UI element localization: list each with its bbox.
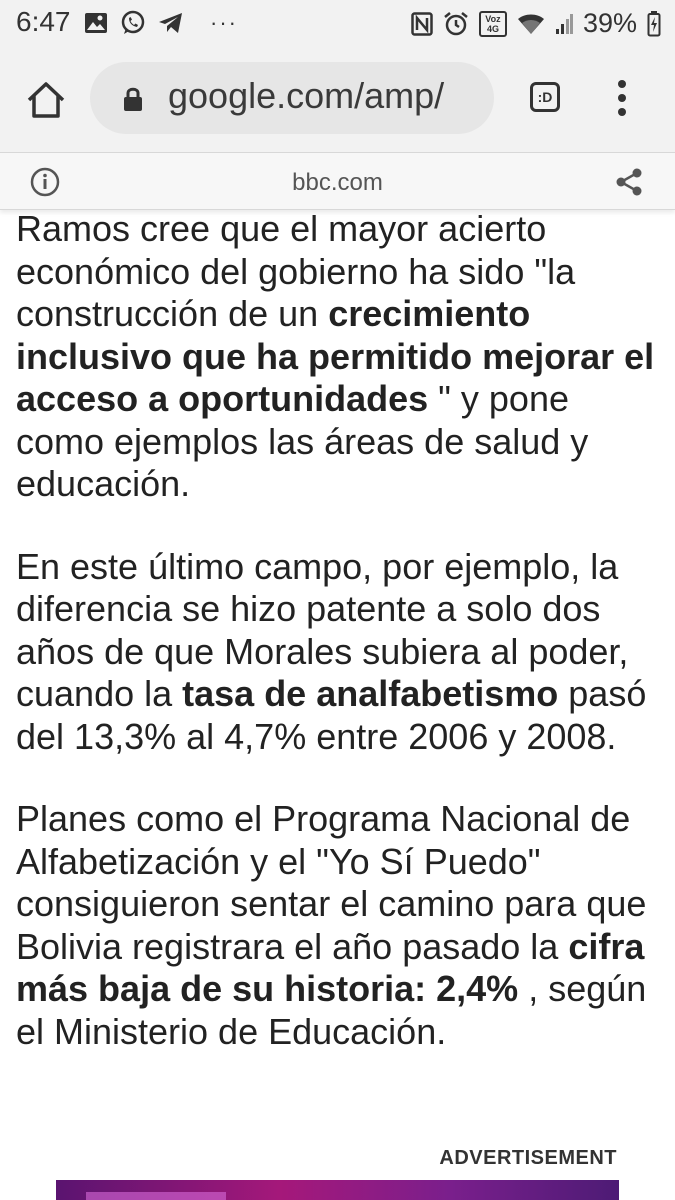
signal-icon <box>555 13 573 35</box>
battery-percent: 39% <box>582 8 637 38</box>
lock-icon[interactable] <box>122 86 144 117</box>
paragraph-text: pasó del 13,3% al 4,7% entre 2006 y 2008. <box>16 673 647 757</box>
tab-switcher-button[interactable] <box>530 82 560 112</box>
url-bar[interactable] <box>90 62 494 134</box>
amp-source-domain[interactable]: bbc.com <box>292 169 383 196</box>
bold-highlight: cifra más baja de su historia: 2,4% <box>16 925 645 1009</box>
wifi-icon <box>517 13 545 35</box>
share-icon[interactable] <box>614 167 644 202</box>
home-icon <box>24 78 68 122</box>
ad-banner-graphic <box>86 1192 226 1200</box>
paragraph-text: Planes como el Programa Nacional de Alfabetización y el "Yo Sí Puedo" consiguieron sentar el camino para que Bolivia registrara el año pasado la <box>16 798 647 967</box>
volte-text: Voz <box>485 13 501 24</box>
telegram-icon <box>158 11 184 35</box>
more-notifications-icon: ··· <box>210 10 238 35</box>
browser-menu-button[interactable] <box>608 76 636 120</box>
battery-icon <box>647 11 661 37</box>
paragraph-text: Ramos cree que el mayor acierto económico del gobierno ha sido "la construcción de un <box>16 208 576 334</box>
system-icons <box>401 8 661 39</box>
article-body <box>16 208 666 1093</box>
image-icon <box>84 12 108 34</box>
status-time: 6:47 <box>16 6 71 37</box>
volte-icon <box>479 11 507 37</box>
amp-viewer-header <box>0 152 675 210</box>
home-button[interactable] <box>24 78 68 122</box>
status-bar <box>0 0 675 48</box>
article-paragraph <box>16 546 666 759</box>
more-vert-icon <box>608 76 636 120</box>
article-paragraph <box>16 208 666 506</box>
url-text[interactable]: google.com/amp/ <box>168 75 445 116</box>
whatsapp-icon <box>120 10 146 36</box>
paragraph-text: " y pone como ejemplos las áreas de salud y educación. <box>16 378 589 504</box>
notification-icons <box>84 10 250 36</box>
article-paragraph <box>16 798 666 1053</box>
paragraph-text: , según el Ministerio de Educación. <box>16 968 647 1052</box>
bold-highlight: crecimiento inclusivo que ha permitido mejorar el acceso a oportunidades <box>16 293 655 419</box>
alarm-icon <box>443 11 469 37</box>
bold-highlight: tasa de analfabetismo <box>182 673 559 714</box>
browser-toolbar <box>0 48 675 152</box>
tab-switcher-label: :D <box>537 89 553 105</box>
nfc-icon <box>411 12 433 36</box>
network-type-text: 4G <box>486 23 499 34</box>
advertisement-banner[interactable] <box>56 1180 619 1200</box>
paragraph-text: En este último campo, por ejemplo, la diferencia se hizo patente a solo dos años de que Morales subiera al poder, cuando la <box>16 545 629 714</box>
advertisement-label: ADVERTISEMENT <box>439 1147 617 1169</box>
